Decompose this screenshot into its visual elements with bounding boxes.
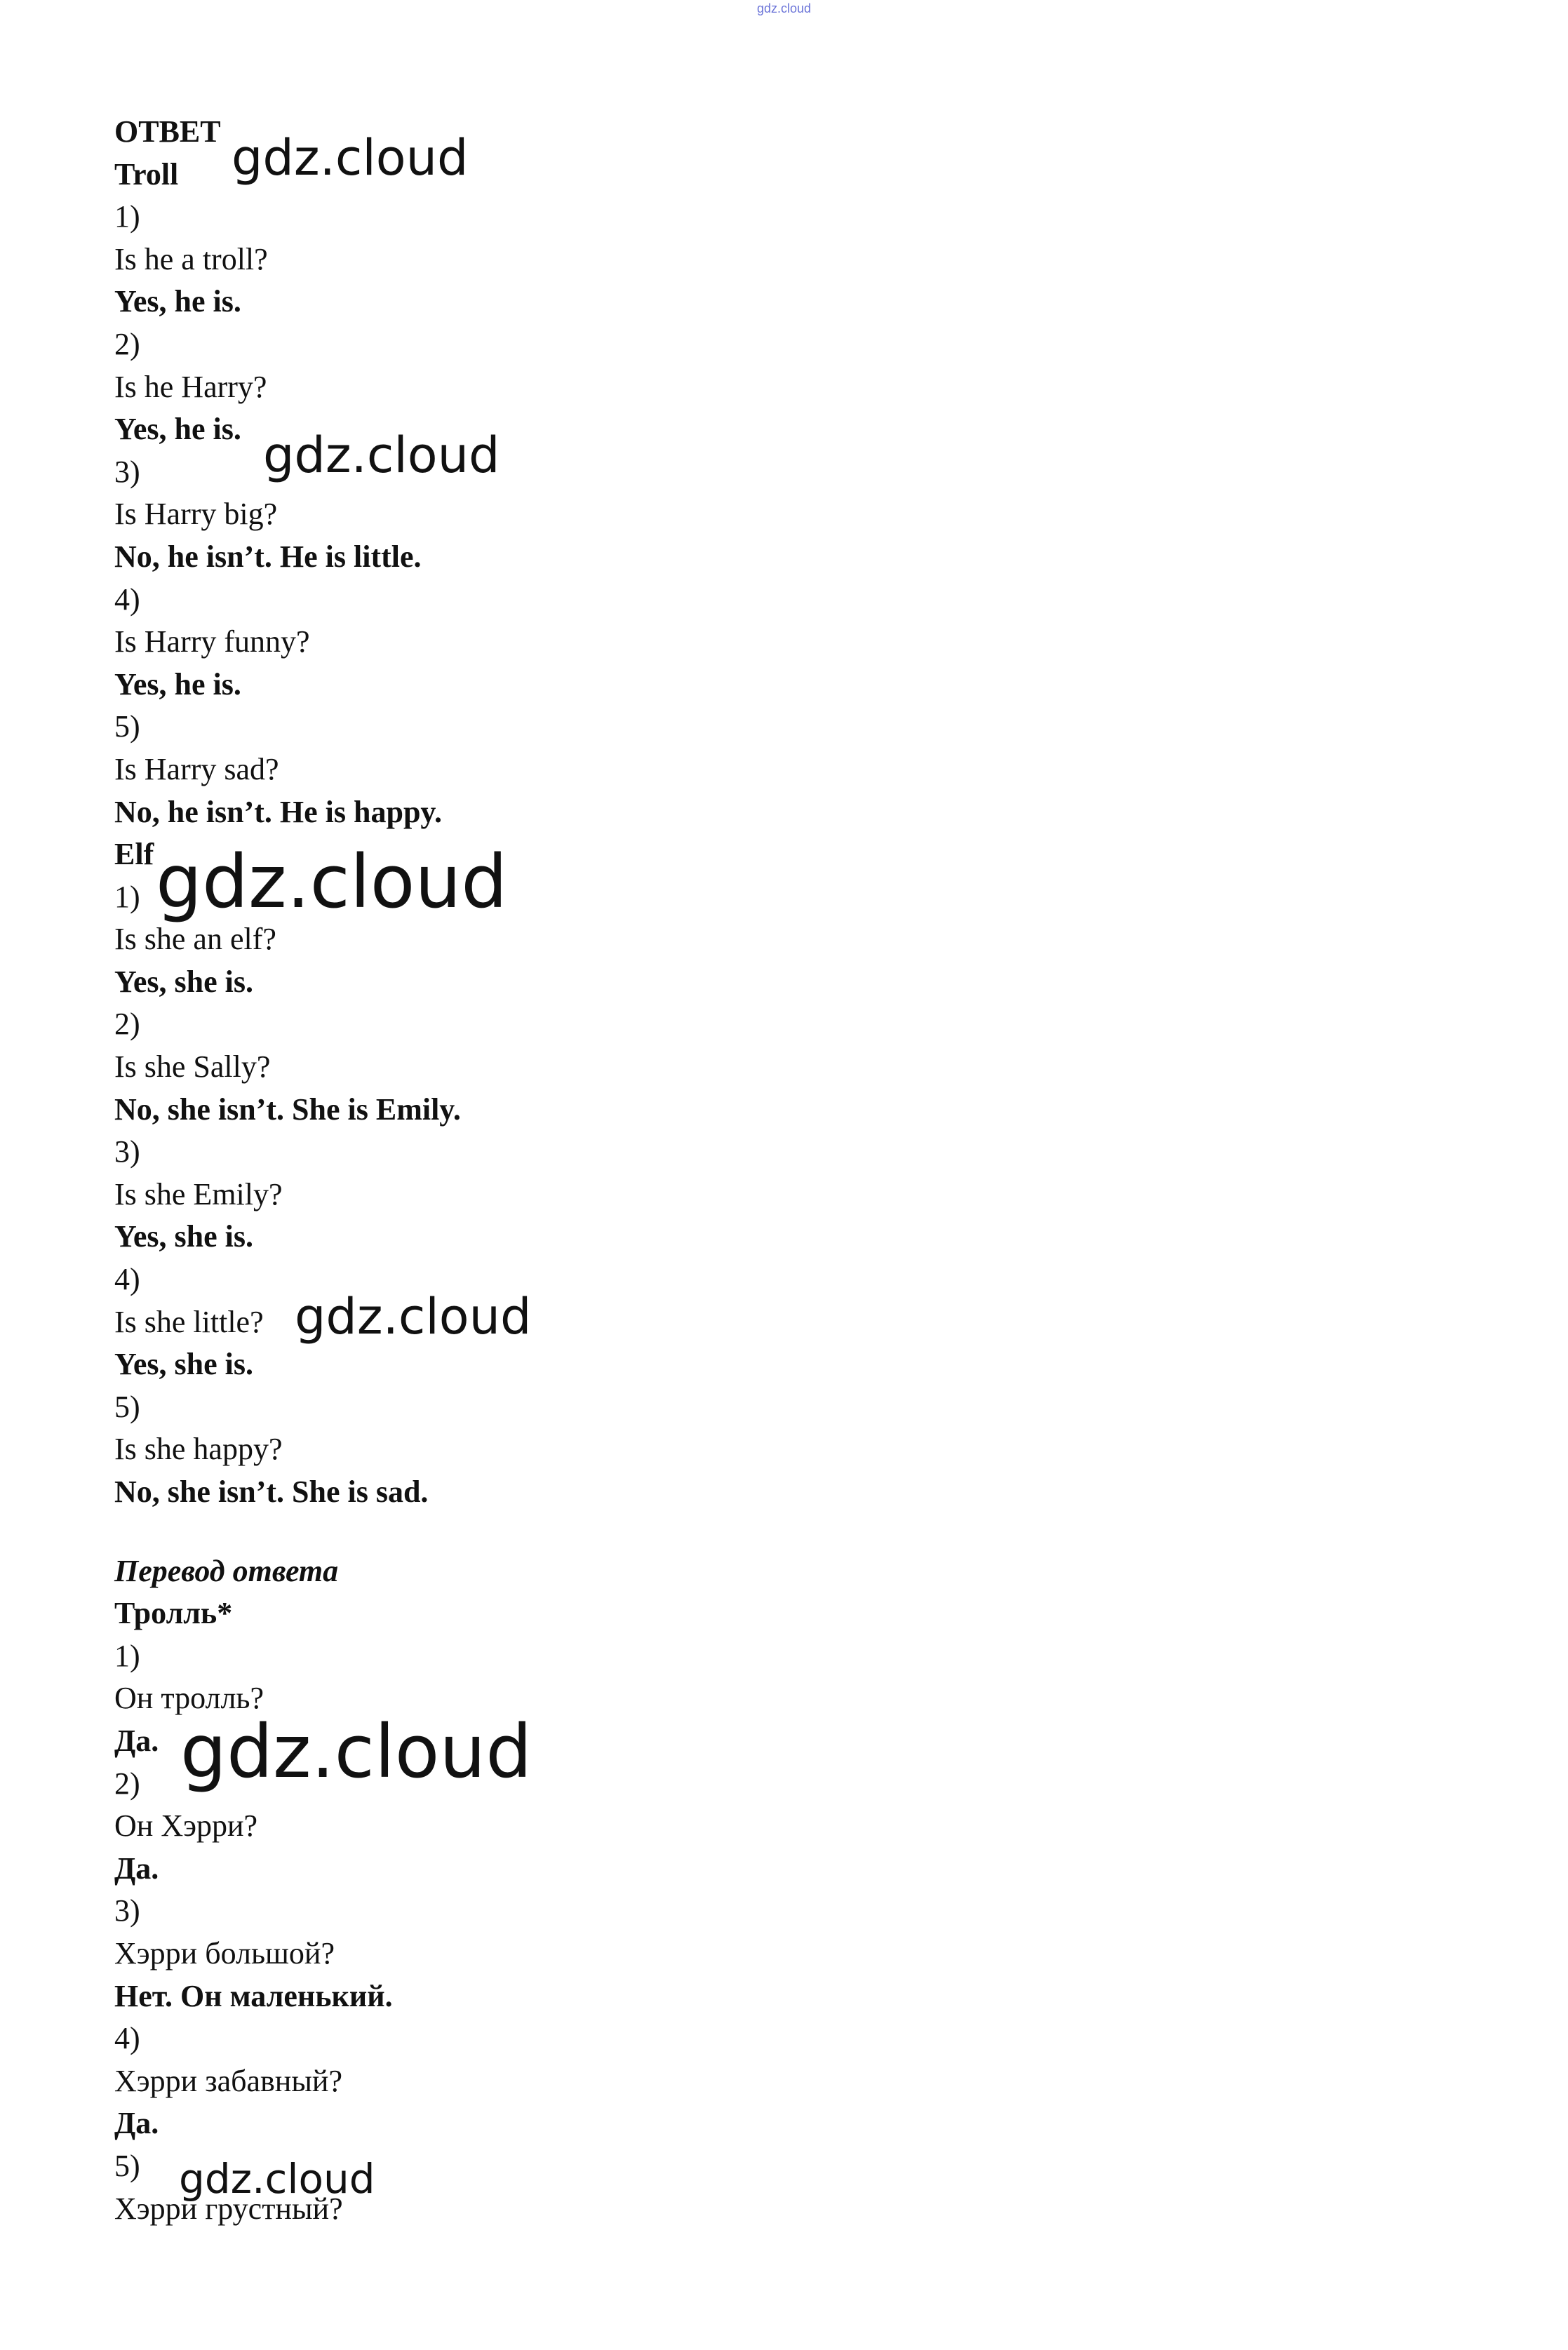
answer-text: No, he isn’t. He is little.	[114, 539, 422, 574]
item-number: 4)	[114, 1262, 140, 1297]
question-text: Хэрри большой?	[114, 1935, 335, 1970]
answer-text: Yes, he is.	[114, 284, 241, 319]
item-number: 2)	[114, 1007, 140, 1042]
question-text: Is she an elf?	[114, 922, 276, 957]
item-number: 5)	[114, 1389, 140, 1424]
question-text: Is he a troll?	[114, 241, 268, 276]
answer-text: No, she isn’t. She is Emily.	[114, 1092, 461, 1127]
question-text: Is Harry funny?	[114, 624, 310, 659]
item-number: 1)	[114, 1638, 140, 1673]
watermark: gdz.cloud	[232, 129, 469, 187]
answer-text: Да.	[114, 1723, 159, 1758]
section-heading: Перевод ответа	[114, 1553, 339, 1588]
watermark: gdz.cloud	[156, 839, 508, 925]
item-number: 1)	[114, 879, 140, 914]
watermark: gdz.cloud	[263, 427, 500, 484]
section-heading: ОТВЕТ	[114, 114, 221, 149]
question-text: Хэрри грустный?	[114, 2191, 343, 2226]
question-text: Он тролль?	[114, 1681, 264, 1716]
watermark: gdz.cloud	[179, 2155, 375, 2203]
spacer	[114, 1514, 461, 1550]
item-number: 3)	[114, 1134, 140, 1169]
answer-text: Нет. Он маленький.	[114, 1978, 393, 2013]
question-text: Is he Harry?	[114, 369, 267, 404]
question-text: Is she Sally?	[114, 1049, 271, 1085]
item-number: 4)	[114, 582, 140, 617]
answer-text: Да.	[114, 2106, 159, 2141]
watermark: gdz.cloud	[295, 1288, 532, 1345]
item-number: 1)	[114, 199, 140, 234]
item-number: 3)	[114, 454, 140, 489]
item-number: 2)	[114, 1766, 140, 1801]
item-number: 5)	[114, 2148, 140, 2183]
question-text: Он Хэрри?	[114, 1808, 258, 1844]
answer-text: Yes, she is.	[114, 1347, 254, 1382]
section-heading: Troll	[114, 156, 179, 192]
section-heading: Elf	[114, 837, 154, 872]
answer-text: Yes, she is.	[114, 1219, 254, 1254]
top-watermark: gdz.cloud	[756, 1, 812, 15]
item-number: 5)	[114, 709, 140, 744]
question-text: Is Harry sad?	[114, 751, 279, 786]
item-number: 4)	[114, 2021, 140, 2056]
answer-text: Yes, he is.	[114, 412, 241, 447]
answer-text: Yes, she is.	[114, 964, 254, 999]
question-text: Is she little?	[114, 1304, 264, 1339]
answer-text: No, he isn’t. He is happy.	[114, 794, 442, 829]
answer-text: Yes, he is.	[114, 666, 241, 701]
question-text: Is she Emily?	[114, 1176, 283, 1211]
answer-text: No, she isn’t. She is sad.	[114, 1475, 429, 1509]
item-number: 2)	[114, 326, 140, 361]
answer-text: Да.	[114, 1851, 159, 1886]
section-heading: Тролль*	[114, 1596, 233, 1631]
item-number: 3)	[114, 1893, 140, 1928]
question-text: Хэрри забавный?	[114, 2063, 342, 2098]
question-text: Is Harry big?	[114, 497, 278, 532]
question-text: Is she happy?	[114, 1432, 283, 1467]
watermark: gdz.cloud	[180, 1709, 532, 1794]
